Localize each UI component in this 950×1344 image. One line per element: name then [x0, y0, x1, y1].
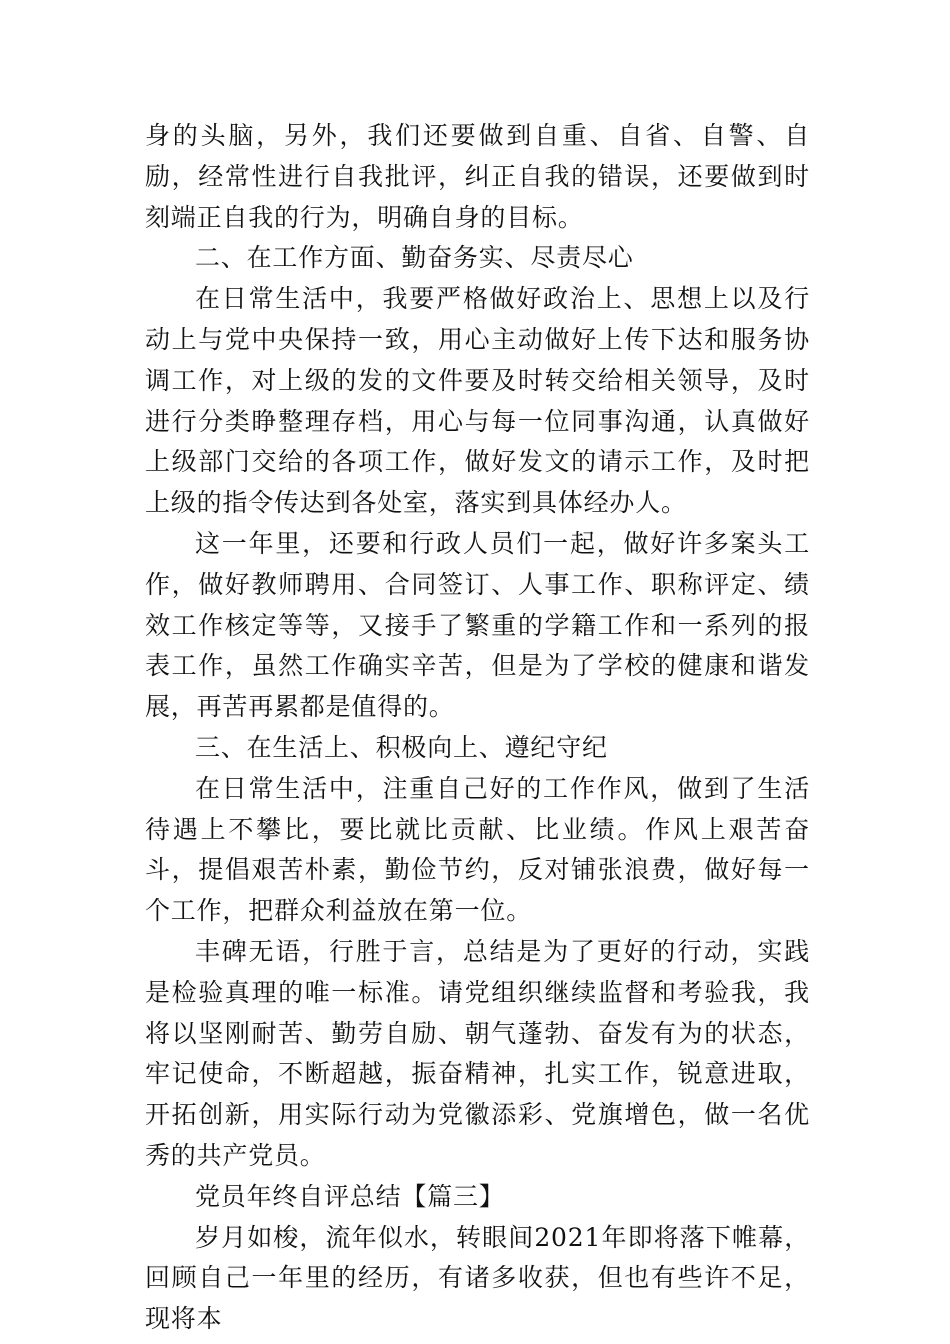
paragraph-conclusion: 丰碑无语，行胜于言，总结是为了更好的行动，实践是检验真理的唯一标准。请党组织继续监督和考验我，我将以坚刚耐苦、勤劳自励、朝气蓬勃、奋发有为的状态，牢记使命，不断超越，振奋精神，扎实工作，锐意进取，开拓创新，用实际行动为党徽添彩、党旗增色，做一名优秀的共产党员。 — [145, 936, 810, 1170]
paragraph-continuation: 身的头脑，另外，我们还要做到自重、自省、自警、自励，经常性进行自我批评，纠正自我的错误，还要做到时刻端正自我的行为，明确自身的目标。 — [145, 121, 810, 232]
paragraph-part-three-intro: 岁月如梭，流年似水，转眼间2021年即将落下帷幕，回顾自己一年里的经历，有诸多收获，但也有些许不足，现将本 — [145, 1222, 810, 1334]
paragraph-work-duties: 在日常生活中，我要严格做好政治上、思想上以及行动上与党中央保持一致，用心主动做好上传下达和服务协调工作，对上级的发的文件要及时转交给相关领导，及时进行分类睁整理存档，用心与每一位同事沟通，认真做好上级部门交给的各项工作，做好发文的请示工作，及时把上级的指令传达到各处室，落实到具体经办人。 — [145, 284, 810, 518]
section-heading-work: 二、在工作方面、勤奋务实、尽责尽心 — [195, 243, 634, 273]
article-title-part-three: 党员年终自评总结【篇三】 — [195, 1181, 505, 1211]
paragraph-life-style: 在日常生活中，注重自己好的工作作风，做到了生活待遇上不攀比，要比就比贡献、比业绩。作风上艰苦奋斗，提倡艰苦朴素，勤俭节约，反对铺张浪费，做好每一个工作，把群众利益放在第一位。 — [145, 773, 810, 926]
section-heading-life: 三、在生活上、积极向上、遵纪守纪 — [195, 732, 608, 762]
document-page — [145, 116, 810, 1340]
paragraph-admin-work: 这一年里，还要和行政人员们一起，做好许多案头工作，做好教师聘用、合同签订、人事工作、职称评定、绩效工作核定等等，又接手了繁重的学籍工作和一系列的报表工作，虽然工作确实辛苦，但是为了学校的健康和谐发展，再苦再累都是值得的。 — [145, 528, 810, 722]
